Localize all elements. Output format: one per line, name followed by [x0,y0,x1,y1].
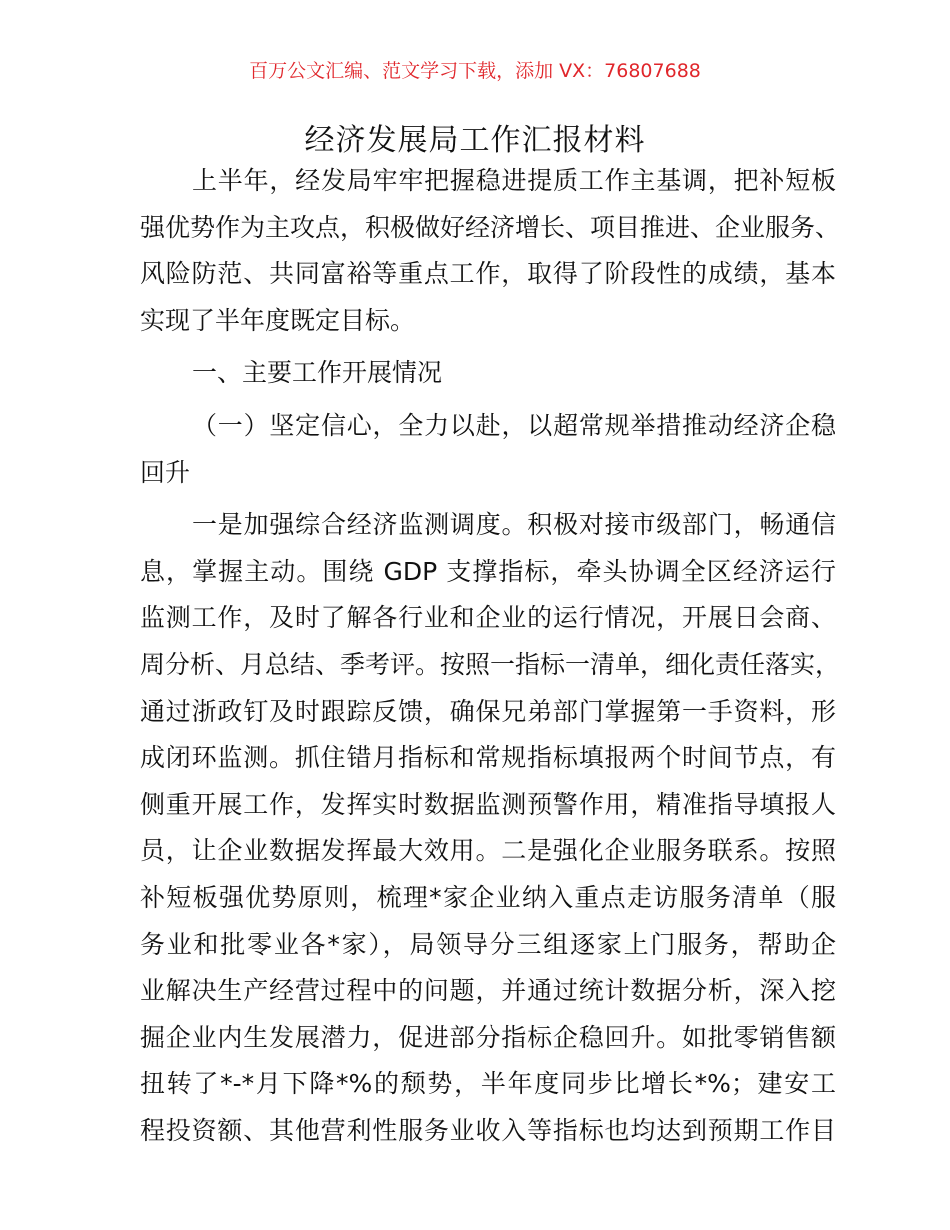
text-line: 上半年，经发局牢牢把握稳进提质工作主基调，把补短板 [192,166,836,195]
text-line: 实现了半年度既定目标。 [140,305,416,335]
text-line: 成闭环监测。抓住错月指标和常规指标填报两个时间节点，有 [140,743,836,773]
text-line: 息，掌握主动。围绕 GDP 支撑指标，牵头协调全区经济运行 [140,556,836,586]
section-heading [140,350,836,397]
text-line: 周分析、月总结、季考评。按照一指标一清单，细化责任落实， [140,649,841,679]
text-line: 一是加强综合经济监测调度。积极对接市级部门，畅通信 [192,510,836,540]
text-line: 务业和批零业各*家），局领导分三组逐家上门服务，帮助企 [140,929,836,959]
text-line: 补短板强优势原则，梳理*家企业纳入重点走访服务清单（服 [140,882,836,912]
text-line: 一、主要工作开展情况 [192,358,443,388]
text-line: 侧重开展工作，发挥实时数据监测预警作用，精准指导填报人 [140,789,836,819]
text-line: 风险防范、共同富裕等重点工作，取得了阶段性的成绩，基本 [140,259,836,289]
watermark-header: 百万公文汇编、范文学习下载，添加 VX：76807688 [249,60,701,82]
text-line: 业解决生产经营过程中的问题，并通过统计数据分析，深入挖 [140,976,836,1006]
text-line: 监测工作，及时了解各行业和企业的运行情况，开展日会商、 [140,603,836,633]
text-line: 回升 [140,457,191,487]
text-line: 扭转了*-*月下降*%的颓势，半年度同步比增长*%；建安工 [140,1069,836,1099]
subsection-heading [140,403,836,496]
text-line: 员，让企业数据发挥最大效用。二是强化企业服务联系。按照 [140,836,836,866]
text-line: （一）坚定信心，全力以赴，以超常规举措推动经济企稳 [192,410,836,440]
document-body [140,158,841,1154]
text-line: 强优势作为主攻点，积极做好经济增长、项目推进、企业服务、 [140,212,841,242]
text-line: 通过浙政钉及时跟踪反馈，确保兄弟部门掌握第一手资料，形 [140,696,836,726]
document-title: 经济发展局工作汇报材料 [304,123,646,158]
paragraph-monitoring [140,502,841,1154]
text-line: 程投资额、其他营利性服务业收入等指标也均达到预期工作目 [140,1115,836,1145]
paragraph-intro [140,158,841,344]
text-line: 掘企业内生发展潜力，促进部分指标企稳回升。如批零销售额 [140,1022,836,1052]
